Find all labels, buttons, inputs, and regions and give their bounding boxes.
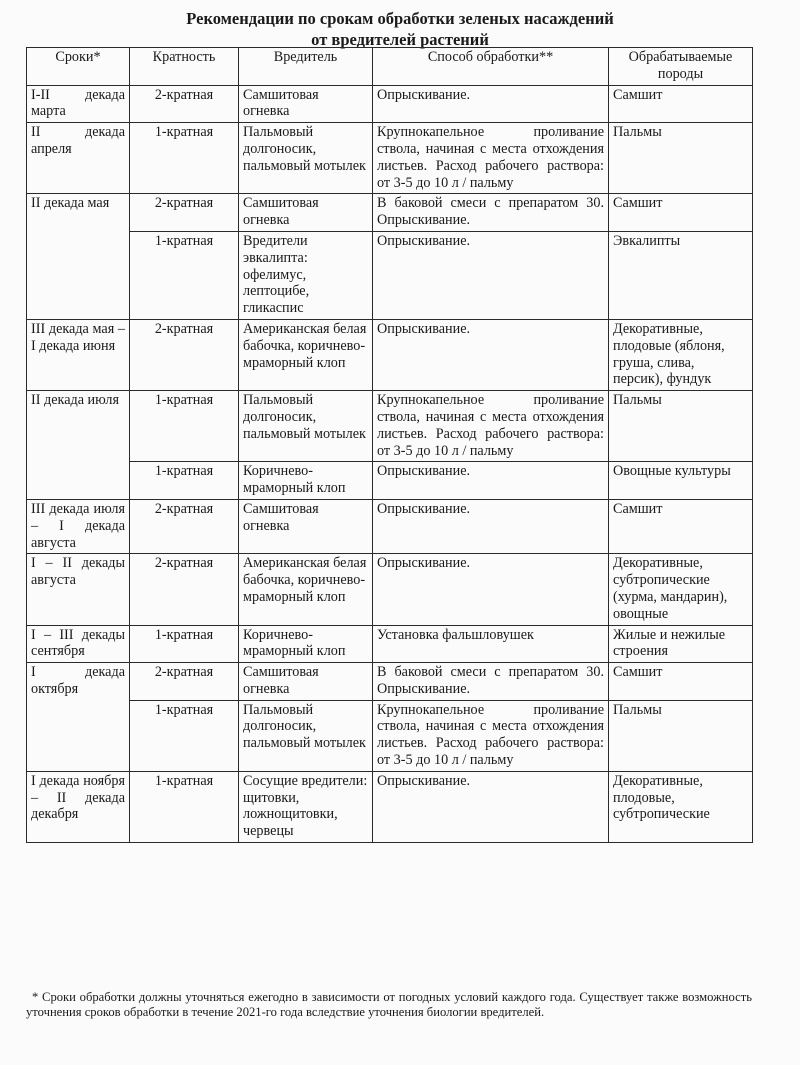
cell-method: Опрыскивание. [373, 231, 609, 319]
cell-pest: Коричнево-мраморный клоп [239, 462, 373, 500]
cell-species: Пальмы [609, 700, 753, 771]
table-row [27, 625, 753, 663]
cell-species: Овощные культуры [609, 462, 753, 500]
cell-term: III декада июля – I декада августа [27, 499, 130, 553]
table-row [27, 771, 753, 842]
cell-species: Самшит [609, 194, 753, 232]
header-pest: Вредитель [239, 48, 373, 86]
table-row [27, 462, 753, 500]
cell-pest: Коричнево-мраморный клоп [239, 625, 373, 663]
cell-pest: Пальмовый долгоносик, пальмовый мотылек [239, 123, 373, 194]
cell-term: I – III декады сентября [27, 625, 130, 663]
cell-pest: Американская белая бабочка, коричнево-мраморный клоп [239, 319, 373, 390]
cell-method: Опрыскивание. [373, 462, 609, 500]
cell-method: Опрыскивание. [373, 554, 609, 625]
table-row [27, 554, 753, 625]
cell-multiplicity: 2-кратная [130, 499, 239, 553]
cell-multiplicity: 1-кратная [130, 771, 239, 842]
treatment-schedule-table [26, 47, 753, 843]
cell-term: II декада июля [27, 391, 130, 500]
cell-method: Крупнокапельное проливание ствола, начиная с места отхождения листьев. Расход рабочего раствора: от 3-5 до 10 л / пальму [373, 391, 609, 462]
cell-pest: Сосущие вредители: щитовки, ложнощитовки, червецы [239, 771, 373, 842]
cell-pest: Самшитовая огневка [239, 499, 373, 553]
cell-method: Опрыскивание. [373, 85, 609, 123]
cell-pest: Самшитовая огневка [239, 663, 373, 701]
cell-species: Декоративные, плодовые (яблоня, груша, слива, персик), фундук [609, 319, 753, 390]
table-row [27, 194, 753, 232]
cell-multiplicity: 1-кратная [130, 625, 239, 663]
cell-pest: Американская белая бабочка, коричнево-мраморный клоп [239, 554, 373, 625]
cell-multiplicity: 1-кратная [130, 231, 239, 319]
cell-pest: Вредители эвкалипта: офелимус, лептоцибе, гликаспис [239, 231, 373, 319]
cell-multiplicity: 1-кратная [130, 462, 239, 500]
footnote: * Сроки обработки должны уточняться ежегодно в зависимости от погодных условий каждого года. Существует также возможность уточнения сроков обработки в течение 2021-го года вследствие уточнения биологии вредителей. [26, 990, 752, 1019]
cell-term: I-II декада марта [27, 85, 130, 123]
cell-species: Самшит [609, 663, 753, 701]
cell-method: В баковой смеси с препаратом 30. Опрыскивание. [373, 663, 609, 701]
cell-multiplicity: 2-кратная [130, 663, 239, 701]
header-method: Способ обработки** [373, 48, 609, 86]
cell-term: I декада октября [27, 663, 130, 772]
title-line-2: от вредителей растений [311, 30, 489, 49]
cell-pest: Самшитовая огневка [239, 194, 373, 232]
cell-multiplicity: 2-кратная [130, 554, 239, 625]
cell-multiplicity: 2-кратная [130, 85, 239, 123]
cell-species: Декоративные, субтропические (хурма, мандарин), овощные [609, 554, 753, 625]
cell-species: Эвкалипты [609, 231, 753, 319]
cell-method: Опрыскивание. [373, 319, 609, 390]
cell-term: II декада мая [27, 194, 130, 320]
table-row [27, 319, 753, 390]
cell-species: Пальмы [609, 391, 753, 462]
cell-species: Декоративные, плодовые, субтропические [609, 771, 753, 842]
cell-pest: Пальмовый долгоносик, пальмовый мотылек [239, 700, 373, 771]
table-header-row [27, 48, 753, 86]
cell-method: Крупнокапельное проливание ствола, начиная с места отхождения листьев. Расход рабочего раствора: от 3-5 до 10 л / пальму [373, 123, 609, 194]
document-title [0, 8, 800, 50]
cell-multiplicity: 1-кратная [130, 700, 239, 771]
cell-species: Самшит [609, 499, 753, 553]
cell-method: Установка фальшловушек [373, 625, 609, 663]
table-row [27, 123, 753, 194]
cell-method: Опрыскивание. [373, 499, 609, 553]
header-species: Обрабатываемые породы [609, 48, 753, 86]
cell-method: Опрыскивание. [373, 771, 609, 842]
cell-species: Пальмы [609, 123, 753, 194]
header-terms: Сроки* [27, 48, 130, 86]
title-line-1: Рекомендации по срокам обработки зеленых насаждений [186, 9, 614, 28]
table-row [27, 391, 753, 462]
table-row [27, 231, 753, 319]
table-row [27, 85, 753, 123]
cell-multiplicity: 1-кратная [130, 391, 239, 462]
cell-multiplicity: 2-кратная [130, 319, 239, 390]
cell-term: I – II декады августа [27, 554, 130, 625]
cell-multiplicity: 2-кратная [130, 194, 239, 232]
cell-pest: Пальмовый долгоносик, пальмовый мотылек [239, 391, 373, 462]
cell-method: В баковой смеси с препаратом 30. Опрыскивание. [373, 194, 609, 232]
table-row [27, 499, 753, 553]
header-multiplicity: Кратность [130, 48, 239, 86]
cell-method: Крупнокапельное проливание ствола, начиная с места отхождения листьев. Расход рабочего раствора: от 3-5 до 10 л / пальму [373, 700, 609, 771]
table-row [27, 663, 753, 701]
table-row [27, 700, 753, 771]
cell-term: III декада мая – I декада июня [27, 319, 130, 390]
cell-term: I декада ноября – II декада декабря [27, 771, 130, 842]
cell-term: II декада апреля [27, 123, 130, 194]
cell-species: Самшит [609, 85, 753, 123]
cell-multiplicity: 1-кратная [130, 123, 239, 194]
cell-pest: Самшитовая огневка [239, 85, 373, 123]
cell-species: Жилые и нежилые строения [609, 625, 753, 663]
